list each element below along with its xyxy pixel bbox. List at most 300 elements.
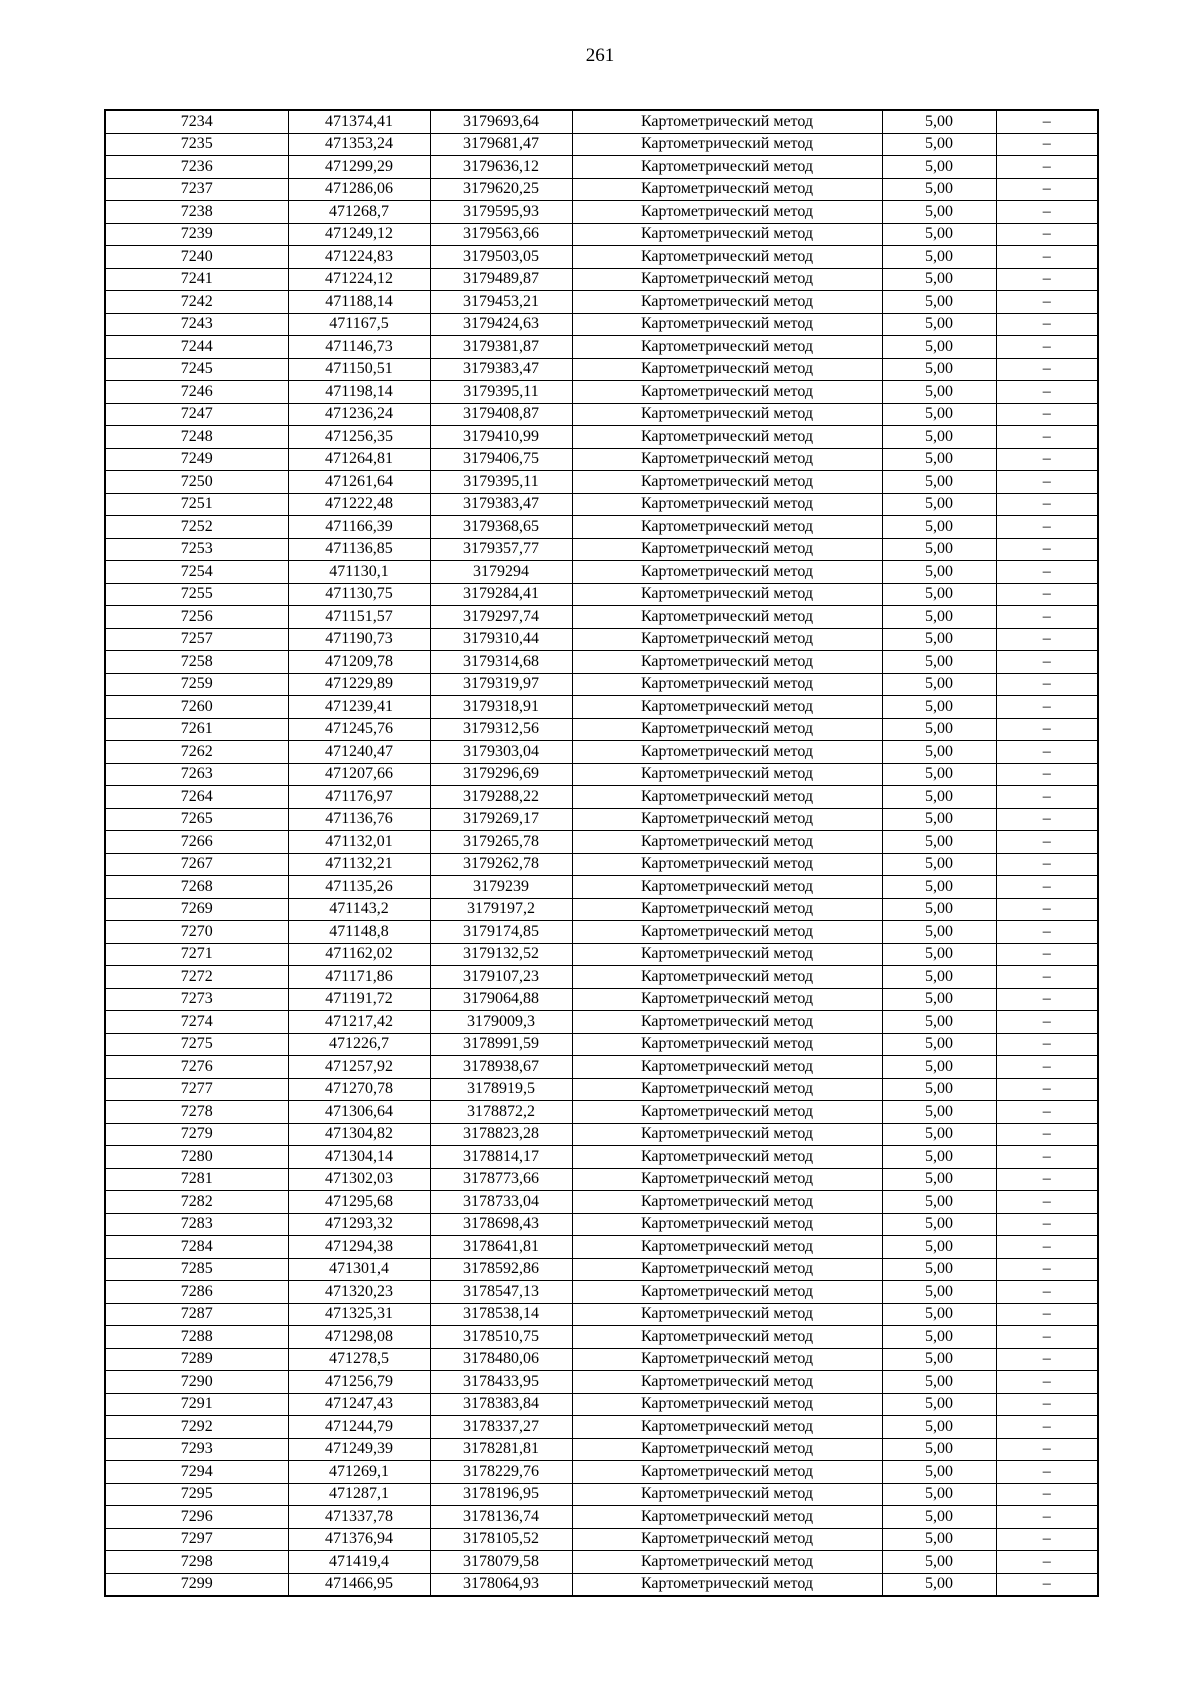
- method-cell: Картометрический метод: [572, 583, 882, 606]
- precision-cell: 5,00: [882, 471, 996, 494]
- description-cell: –: [996, 831, 1098, 854]
- x-coordinate-cell: 471136,85: [288, 538, 430, 561]
- method-cell: Картометрический метод: [572, 493, 882, 516]
- precision-cell: 5,00: [882, 1281, 996, 1304]
- table-row: [105, 1393, 1098, 1416]
- point-number-cell: 7249: [105, 448, 288, 471]
- table-row: [105, 291, 1098, 314]
- description-cell: –: [996, 673, 1098, 696]
- point-number-cell: 7275: [105, 1033, 288, 1056]
- x-coordinate-cell: 471245,76: [288, 718, 430, 741]
- x-coordinate-cell: 471257,92: [288, 1056, 430, 1079]
- y-coordinate-cell: 3179314,68: [430, 651, 572, 674]
- description-cell: –: [996, 1056, 1098, 1079]
- table-row: [105, 763, 1098, 786]
- x-coordinate-cell: 471249,12: [288, 223, 430, 246]
- method-cell: Картометрический метод: [572, 1168, 882, 1191]
- table-row: [105, 808, 1098, 831]
- description-cell: –: [996, 313, 1098, 336]
- x-coordinate-cell: 471162,02: [288, 943, 430, 966]
- method-cell: Картометрический метод: [572, 1258, 882, 1281]
- precision-cell: 5,00: [882, 1326, 996, 1349]
- precision-cell: 5,00: [882, 696, 996, 719]
- method-cell: Картометрический метод: [572, 1123, 882, 1146]
- x-coordinate-cell: 471240,47: [288, 741, 430, 764]
- method-cell: Картометрический метод: [572, 1011, 882, 1034]
- y-coordinate-cell: 3179197,2: [430, 898, 572, 921]
- x-coordinate-cell: 471256,35: [288, 426, 430, 449]
- description-cell: –: [996, 1281, 1098, 1304]
- precision-cell: 5,00: [882, 201, 996, 224]
- x-coordinate-cell: 471376,94: [288, 1528, 430, 1551]
- x-coordinate-cell: 471270,78: [288, 1078, 430, 1101]
- x-coordinate-cell: 471298,08: [288, 1326, 430, 1349]
- y-coordinate-cell: 3179681,47: [430, 133, 572, 156]
- x-coordinate-cell: 471325,31: [288, 1303, 430, 1326]
- table-row: [105, 921, 1098, 944]
- description-cell: –: [996, 201, 1098, 224]
- y-coordinate-cell: 3179395,11: [430, 381, 572, 404]
- description-cell: –: [996, 336, 1098, 359]
- table-row: [105, 988, 1098, 1011]
- description-cell: –: [996, 1551, 1098, 1574]
- table-row: [105, 1236, 1098, 1259]
- table-row: [105, 538, 1098, 561]
- point-number-cell: 7270: [105, 921, 288, 944]
- y-coordinate-cell: 3179636,12: [430, 156, 572, 179]
- y-coordinate-cell: 3178281,81: [430, 1438, 572, 1461]
- point-number-cell: 7263: [105, 763, 288, 786]
- table-row: [105, 1416, 1098, 1439]
- method-cell: Картометрический метод: [572, 898, 882, 921]
- method-cell: Картометрический метод: [572, 268, 882, 291]
- y-coordinate-cell: 3179319,97: [430, 673, 572, 696]
- point-number-cell: 7273: [105, 988, 288, 1011]
- point-number-cell: 7255: [105, 583, 288, 606]
- y-coordinate-cell: 3178919,5: [430, 1078, 572, 1101]
- table-row: [105, 471, 1098, 494]
- x-coordinate-cell: 471304,14: [288, 1146, 430, 1169]
- description-cell: –: [996, 741, 1098, 764]
- method-cell: Картометрический метод: [572, 538, 882, 561]
- table-row: [105, 1326, 1098, 1349]
- description-cell: –: [996, 381, 1098, 404]
- y-coordinate-cell: 3178079,58: [430, 1551, 572, 1574]
- method-cell: Картометрический метод: [572, 1461, 882, 1484]
- x-coordinate-cell: 471306,64: [288, 1101, 430, 1124]
- table-row: [105, 1483, 1098, 1506]
- table-row: [105, 898, 1098, 921]
- precision-cell: 5,00: [882, 1348, 996, 1371]
- table-row: [105, 1303, 1098, 1326]
- table-row: [105, 1371, 1098, 1394]
- x-coordinate-cell: 471294,38: [288, 1236, 430, 1259]
- description-cell: –: [996, 718, 1098, 741]
- y-coordinate-cell: 3179310,44: [430, 628, 572, 651]
- precision-cell: 5,00: [882, 1056, 996, 1079]
- table-row: [105, 1123, 1098, 1146]
- description-cell: –: [996, 628, 1098, 651]
- description-cell: –: [996, 943, 1098, 966]
- y-coordinate-cell: 3179239: [430, 876, 572, 899]
- precision-cell: 5,00: [882, 1236, 996, 1259]
- table-row: [105, 1348, 1098, 1371]
- precision-cell: 5,00: [882, 1033, 996, 1056]
- precision-cell: 5,00: [882, 1078, 996, 1101]
- point-number-cell: 7268: [105, 876, 288, 899]
- method-cell: Картометрический метод: [572, 628, 882, 651]
- x-coordinate-cell: 471209,78: [288, 651, 430, 674]
- y-coordinate-cell: 3178773,66: [430, 1168, 572, 1191]
- x-coordinate-cell: 471374,41: [288, 110, 430, 133]
- precision-cell: 5,00: [882, 763, 996, 786]
- point-number-cell: 7286: [105, 1281, 288, 1304]
- method-cell: Картометрический метод: [572, 673, 882, 696]
- description-cell: –: [996, 1326, 1098, 1349]
- y-coordinate-cell: 3178733,04: [430, 1191, 572, 1214]
- precision-cell: 5,00: [882, 1101, 996, 1124]
- precision-cell: 5,00: [882, 110, 996, 133]
- description-cell: –: [996, 493, 1098, 516]
- point-number-cell: 7283: [105, 1213, 288, 1236]
- table-row: [105, 336, 1098, 359]
- x-coordinate-cell: 471176,97: [288, 786, 430, 809]
- x-coordinate-cell: 471132,01: [288, 831, 430, 854]
- point-number-cell: 7281: [105, 1168, 288, 1191]
- precision-cell: 5,00: [882, 426, 996, 449]
- description-cell: –: [996, 808, 1098, 831]
- y-coordinate-cell: 3178064,93: [430, 1573, 572, 1596]
- method-cell: Картометрический метод: [572, 1528, 882, 1551]
- precision-cell: 5,00: [882, 1573, 996, 1596]
- point-number-cell: 7248: [105, 426, 288, 449]
- method-cell: Картометрический метод: [572, 336, 882, 359]
- method-cell: Картометрический метод: [572, 1326, 882, 1349]
- method-cell: Картометрический метод: [572, 516, 882, 539]
- precision-cell: 5,00: [882, 606, 996, 629]
- table-row: [105, 1573, 1098, 1596]
- x-coordinate-cell: 471293,32: [288, 1213, 430, 1236]
- description-cell: –: [996, 1461, 1098, 1484]
- y-coordinate-cell: 3178872,2: [430, 1101, 572, 1124]
- point-number-cell: 7277: [105, 1078, 288, 1101]
- x-coordinate-cell: 471151,57: [288, 606, 430, 629]
- precision-cell: 5,00: [882, 1191, 996, 1214]
- x-coordinate-cell: 471148,8: [288, 921, 430, 944]
- y-coordinate-cell: 3179132,52: [430, 943, 572, 966]
- method-cell: Картометрический метод: [572, 1371, 882, 1394]
- method-cell: Картометрический метод: [572, 831, 882, 854]
- y-coordinate-cell: 3178229,76: [430, 1461, 572, 1484]
- table-row: [105, 1258, 1098, 1281]
- point-number-cell: 7298: [105, 1551, 288, 1574]
- x-coordinate-cell: 471150,51: [288, 358, 430, 381]
- y-coordinate-cell: 3179297,74: [430, 606, 572, 629]
- point-number-cell: 7271: [105, 943, 288, 966]
- precision-cell: 5,00: [882, 291, 996, 314]
- x-coordinate-cell: 471264,81: [288, 448, 430, 471]
- point-number-cell: 7243: [105, 313, 288, 336]
- method-cell: Картометрический метод: [572, 201, 882, 224]
- point-number-cell: 7244: [105, 336, 288, 359]
- x-coordinate-cell: 471229,89: [288, 673, 430, 696]
- x-coordinate-cell: 471236,24: [288, 403, 430, 426]
- description-cell: –: [996, 1258, 1098, 1281]
- x-coordinate-cell: 471135,26: [288, 876, 430, 899]
- table-row: [105, 313, 1098, 336]
- y-coordinate-cell: 3178823,28: [430, 1123, 572, 1146]
- point-number-cell: 7297: [105, 1528, 288, 1551]
- table-row: [105, 1213, 1098, 1236]
- description-cell: –: [996, 606, 1098, 629]
- precision-cell: 5,00: [882, 741, 996, 764]
- method-cell: Картометрический метод: [572, 246, 882, 269]
- x-coordinate-cell: 471239,41: [288, 696, 430, 719]
- method-cell: Картометрический метод: [572, 943, 882, 966]
- y-coordinate-cell: 3179383,47: [430, 493, 572, 516]
- point-number-cell: 7257: [105, 628, 288, 651]
- precision-cell: 5,00: [882, 1213, 996, 1236]
- description-cell: –: [996, 268, 1098, 291]
- x-coordinate-cell: 471286,06: [288, 178, 430, 201]
- table-row: [105, 516, 1098, 539]
- point-number-cell: 7276: [105, 1056, 288, 1079]
- y-coordinate-cell: 3179406,75: [430, 448, 572, 471]
- x-coordinate-cell: 471190,73: [288, 628, 430, 651]
- precision-cell: 5,00: [882, 403, 996, 426]
- method-cell: Картометрический метод: [572, 1146, 882, 1169]
- y-coordinate-cell: 3178698,43: [430, 1213, 572, 1236]
- y-coordinate-cell: 3178480,06: [430, 1348, 572, 1371]
- precision-cell: 5,00: [882, 831, 996, 854]
- point-number-cell: 7287: [105, 1303, 288, 1326]
- precision-cell: 5,00: [882, 1303, 996, 1326]
- description-cell: –: [996, 426, 1098, 449]
- description-cell: –: [996, 223, 1098, 246]
- method-cell: Картометрический метод: [572, 966, 882, 989]
- description-cell: –: [996, 898, 1098, 921]
- description-cell: –: [996, 156, 1098, 179]
- precision-cell: 5,00: [882, 876, 996, 899]
- table-row: [105, 1056, 1098, 1079]
- page-number: 261: [585, 45, 615, 66]
- precision-cell: 5,00: [882, 1258, 996, 1281]
- x-coordinate-cell: 471130,1: [288, 561, 430, 584]
- method-cell: Картометрический метод: [572, 1281, 882, 1304]
- precision-cell: 5,00: [882, 898, 996, 921]
- precision-cell: 5,00: [882, 966, 996, 989]
- method-cell: Картометрический метод: [572, 133, 882, 156]
- y-coordinate-cell: 3178196,95: [430, 1483, 572, 1506]
- point-number-cell: 7258: [105, 651, 288, 674]
- y-coordinate-cell: 3179107,23: [430, 966, 572, 989]
- point-number-cell: 7242: [105, 291, 288, 314]
- precision-cell: 5,00: [882, 448, 996, 471]
- point-number-cell: 7252: [105, 516, 288, 539]
- table-row: [105, 853, 1098, 876]
- description-cell: –: [996, 291, 1098, 314]
- x-coordinate-cell: 471304,82: [288, 1123, 430, 1146]
- x-coordinate-cell: 471188,14: [288, 291, 430, 314]
- method-cell: Картометрический метод: [572, 223, 882, 246]
- method-cell: Картометрический метод: [572, 1551, 882, 1574]
- point-number-cell: 7260: [105, 696, 288, 719]
- precision-cell: 5,00: [882, 1011, 996, 1034]
- coordinates-table: [104, 109, 1099, 1597]
- precision-cell: 5,00: [882, 246, 996, 269]
- description-cell: –: [996, 786, 1098, 809]
- table-row: [105, 1078, 1098, 1101]
- precision-cell: 5,00: [882, 1168, 996, 1191]
- table-row: [105, 696, 1098, 719]
- description-cell: –: [996, 358, 1098, 381]
- method-cell: Картометрический метод: [572, 313, 882, 336]
- x-coordinate-cell: 471217,42: [288, 1011, 430, 1034]
- precision-cell: 5,00: [882, 583, 996, 606]
- precision-cell: 5,00: [882, 538, 996, 561]
- method-cell: Картометрический метод: [572, 853, 882, 876]
- method-cell: Картометрический метод: [572, 1348, 882, 1371]
- x-coordinate-cell: 471268,7: [288, 201, 430, 224]
- description-cell: –: [996, 178, 1098, 201]
- method-cell: Картометрический метод: [572, 358, 882, 381]
- description-cell: –: [996, 1236, 1098, 1259]
- point-number-cell: 7267: [105, 853, 288, 876]
- y-coordinate-cell: 3178547,13: [430, 1281, 572, 1304]
- precision-cell: 5,00: [882, 628, 996, 651]
- table-row: [105, 651, 1098, 674]
- table-row: [105, 943, 1098, 966]
- x-coordinate-cell: 471166,39: [288, 516, 430, 539]
- table-row: [105, 741, 1098, 764]
- y-coordinate-cell: 3178510,75: [430, 1326, 572, 1349]
- y-coordinate-cell: 3179357,77: [430, 538, 572, 561]
- point-number-cell: 7293: [105, 1438, 288, 1461]
- method-cell: Картометрический метод: [572, 651, 882, 674]
- x-coordinate-cell: 471143,2: [288, 898, 430, 921]
- y-coordinate-cell: 3179064,88: [430, 988, 572, 1011]
- description-cell: –: [996, 1078, 1098, 1101]
- x-coordinate-cell: 471222,48: [288, 493, 430, 516]
- method-cell: Картометрический метод: [572, 178, 882, 201]
- y-coordinate-cell: 3179269,17: [430, 808, 572, 831]
- description-cell: –: [996, 583, 1098, 606]
- point-number-cell: 7266: [105, 831, 288, 854]
- method-cell: Картометрический метод: [572, 1078, 882, 1101]
- method-cell: Картометрический метод: [572, 110, 882, 133]
- precision-cell: 5,00: [882, 1123, 996, 1146]
- description-cell: –: [996, 448, 1098, 471]
- precision-cell: 5,00: [882, 381, 996, 404]
- y-coordinate-cell: 3179410,99: [430, 426, 572, 449]
- table-row: [105, 718, 1098, 741]
- point-number-cell: 7285: [105, 1258, 288, 1281]
- method-cell: Картометрический метод: [572, 1416, 882, 1439]
- y-coordinate-cell: 3178383,84: [430, 1393, 572, 1416]
- description-cell: –: [996, 538, 1098, 561]
- y-coordinate-cell: 3179503,05: [430, 246, 572, 269]
- precision-cell: 5,00: [882, 651, 996, 674]
- point-number-cell: 7240: [105, 246, 288, 269]
- description-cell: –: [996, 246, 1098, 269]
- description-cell: –: [996, 110, 1098, 133]
- x-coordinate-cell: 471287,1: [288, 1483, 430, 1506]
- point-number-cell: 7241: [105, 268, 288, 291]
- method-cell: Картометрический метод: [572, 156, 882, 179]
- description-cell: –: [996, 651, 1098, 674]
- table-row: [105, 966, 1098, 989]
- x-coordinate-cell: 471249,39: [288, 1438, 430, 1461]
- description-cell: –: [996, 1573, 1098, 1596]
- x-coordinate-cell: 471167,5: [288, 313, 430, 336]
- method-cell: Картометрический метод: [572, 561, 882, 584]
- point-number-cell: 7238: [105, 201, 288, 224]
- x-coordinate-cell: 471278,5: [288, 1348, 430, 1371]
- y-coordinate-cell: 3179174,85: [430, 921, 572, 944]
- table-row: [105, 246, 1098, 269]
- x-coordinate-cell: 471224,12: [288, 268, 430, 291]
- method-cell: Картометрический метод: [572, 381, 882, 404]
- method-cell: Картометрический метод: [572, 1213, 882, 1236]
- description-cell: –: [996, 988, 1098, 1011]
- point-number-cell: 7254: [105, 561, 288, 584]
- description-cell: –: [996, 763, 1098, 786]
- method-cell: Картометрический метод: [572, 1393, 882, 1416]
- y-coordinate-cell: 3179318,91: [430, 696, 572, 719]
- point-number-cell: 7269: [105, 898, 288, 921]
- method-cell: Картометрический метод: [572, 696, 882, 719]
- description-cell: –: [996, 876, 1098, 899]
- x-coordinate-cell: 471353,24: [288, 133, 430, 156]
- description-cell: –: [996, 1146, 1098, 1169]
- description-cell: –: [996, 1191, 1098, 1214]
- table-row: [105, 673, 1098, 696]
- table-row: [105, 201, 1098, 224]
- description-cell: –: [996, 1528, 1098, 1551]
- table-row: [105, 1506, 1098, 1529]
- point-number-cell: 7280: [105, 1146, 288, 1169]
- precision-cell: 5,00: [882, 1551, 996, 1574]
- y-coordinate-cell: 3178938,67: [430, 1056, 572, 1079]
- point-number-cell: 7250: [105, 471, 288, 494]
- y-coordinate-cell: 3179595,93: [430, 201, 572, 224]
- precision-cell: 5,00: [882, 1438, 996, 1461]
- table-row: [105, 110, 1098, 133]
- description-cell: –: [996, 133, 1098, 156]
- method-cell: Картометрический метод: [572, 718, 882, 741]
- precision-cell: 5,00: [882, 223, 996, 246]
- table-row: [105, 583, 1098, 606]
- table-row: [105, 426, 1098, 449]
- point-number-cell: 7299: [105, 1573, 288, 1596]
- description-cell: –: [996, 1213, 1098, 1236]
- x-coordinate-cell: 471130,75: [288, 583, 430, 606]
- point-number-cell: 7294: [105, 1461, 288, 1484]
- point-number-cell: 7292: [105, 1416, 288, 1439]
- table-row: [105, 1191, 1098, 1214]
- y-coordinate-cell: 3179294: [430, 561, 572, 584]
- table-row: [105, 561, 1098, 584]
- method-cell: Картометрический метод: [572, 988, 882, 1011]
- point-number-cell: 7237: [105, 178, 288, 201]
- table-row: [105, 1033, 1098, 1056]
- y-coordinate-cell: 3179009,3: [430, 1011, 572, 1034]
- table-row: [105, 1168, 1098, 1191]
- y-coordinate-cell: 3179265,78: [430, 831, 572, 854]
- x-coordinate-cell: 471191,72: [288, 988, 430, 1011]
- precision-cell: 5,00: [882, 673, 996, 696]
- precision-cell: 5,00: [882, 1393, 996, 1416]
